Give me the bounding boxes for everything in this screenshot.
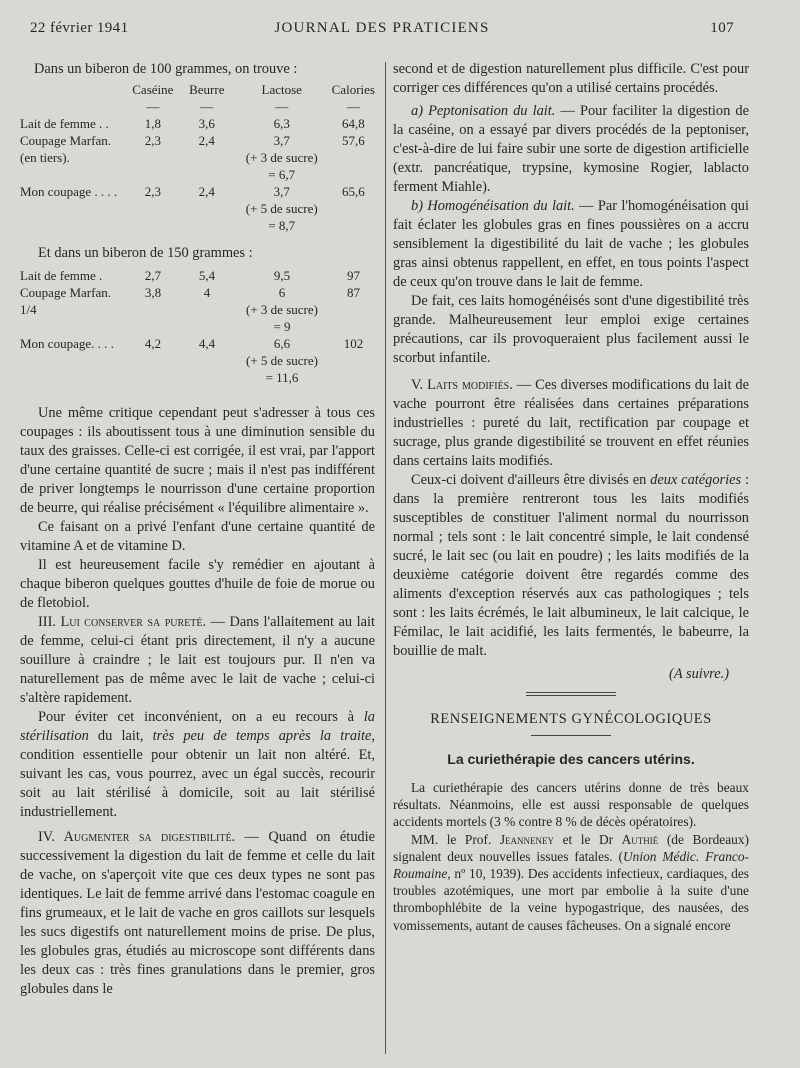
table-cell: 102 <box>343 336 364 351</box>
row-label: Mon coupage . . . . <box>20 184 118 199</box>
table-cell: 4 <box>203 285 211 300</box>
table-cell <box>182 318 232 335</box>
table-header-row <box>20 81 375 98</box>
row-label: Lait de femme . <box>20 268 103 283</box>
col-header-lactose: Lactose <box>261 82 302 97</box>
table-cell: 1,8 <box>144 116 161 131</box>
table-150g <box>20 267 375 386</box>
table-cell: 4,4 <box>198 336 216 351</box>
table-cell: 97 <box>347 268 360 283</box>
paragraph-laits-modifies: V. Laits modifiés. — Ces diverses modifications du lait de vache pourront être réalisées dans certaines préparations industrielles : pureté du lait, rectification par coupage et sucrage, plus grande digestibilité se trouvent en effet réunies dans certains laits modifiés. <box>393 377 749 469</box>
table-cell: 64,8 <box>341 116 365 131</box>
table-row <box>20 301 375 318</box>
table-cell: 2,4 <box>198 133 215 148</box>
article-body <box>393 779 749 934</box>
table-cell: 6 <box>278 285 286 300</box>
table-cell <box>182 166 232 183</box>
table-cell: 5,4 <box>198 268 216 283</box>
paragraph-accidents: MM. le Prof. Jeanneney et le Dr Authié (de Bordeaux) signalent deux nouvelles issues fatales. (Union Médic. Franco-Roumaine, nº 10, 1939). Des accidents infectieux, cardiaques, des troubles azotémiques, une mort par embolie à la suite d'une thrombophlébite de la veine hypogastrique, des nausées, des vomissements, autant de causes fâcheuses. On a signalé encore <box>393 831 749 933</box>
table-cell <box>332 217 375 234</box>
col-header-calories: Calories <box>331 82 375 97</box>
paragraph-curietherapie: La curiethérapie des cancers utérins donne de très beaux résultats. Néanmoins, elle est aussi responsable de quelques accidents mortels (3 % contre 8 % de décès opératoires). <box>393 780 749 830</box>
intro-150g: Et dans un biberon de 150 grammes : <box>38 245 253 261</box>
table-cell <box>182 149 232 166</box>
table-row <box>20 217 375 234</box>
paragraph-digestibilite: IV. Augmenter sa digestibilité. — Quand on étudie successivement la digestion du lait de femme et celle du lait de vache, on s'aperçoit vite que ces deux types ne sont pas identiques. Le lait de femme arrivé dans l'estomac coagule en fins grumeaux, et le lait de vache en gros caillots sur lesquels les sucs digestifs ont naturellement moins de prise. De plus, les globules gras, étudiés au microscope sont différents dans les deux cas : très fines granulations dans le premier, gros globules dans le <box>20 829 375 997</box>
row-label <box>20 217 124 234</box>
table-cell: 57,6 <box>341 133 365 148</box>
page-header <box>30 20 734 42</box>
intro-100g: Dans un biberon de 100 grammes, on trouve : <box>34 61 298 77</box>
table-cell <box>124 352 182 369</box>
paragraph-purete: III. Lui conserver sa pureté. — Dans l'allaitement au lait de femme, celui-ci étant pris directement, il n'y a aucune souillure à craindre ; le lait est toujours pur. Il n'en va naturellement pas de même avec le lait de vache ; celui-ci s'altère rapidement. <box>20 614 375 706</box>
header-date: 22 février 1941 <box>30 20 129 36</box>
table-cell: 3,7 <box>273 184 290 199</box>
table-cell <box>124 318 182 335</box>
table-cell <box>124 217 182 234</box>
table-cell <box>124 166 182 183</box>
table-row <box>20 284 375 301</box>
table-row <box>20 352 375 369</box>
table-cell: (+ 3 de sucre) <box>246 302 318 317</box>
paragraph-critique: Une même critique cependant peut s'adresser à tous ces coupages : ils aboutissent tous à une diminution sensible du taux des graisses. Celle-ci est corrigée, il est vrai, par l'apport d'une certaine quantité de sucre ; mais il n'est pas indifférent de priver longtemps le nourrisson d'une certaine proportion de beurre, qui réalise précisément « l'équilibre alimentaire ». <box>20 405 375 516</box>
table-row <box>20 369 375 386</box>
row-label <box>20 200 124 217</box>
table-cell <box>182 301 232 318</box>
table-row <box>20 183 375 200</box>
paragraph-sterilisation: Pour éviter cet inconvénient, on a eu recours à la stérilisation du lait, très peu de temps après la traite, condition essentielle pour obtenir un lait non altéré. Et, suivant les cas, vous pourrez, avec un égal succès, recourir soit au lait stérilisé à domicile, soit au lait stérilisé industriellement. <box>20 709 375 820</box>
table-cell: 3,7 <box>273 133 290 148</box>
column-divider <box>385 62 386 1054</box>
table-cell <box>124 200 182 217</box>
col-header-caseine: Caséine <box>132 82 174 97</box>
table-dash-row: — — — — <box>146 99 360 114</box>
row-label: 1/4 <box>20 302 37 317</box>
table-cell: = 8,7 <box>268 218 296 233</box>
table-cell <box>332 352 375 369</box>
table-cell: 2,3 <box>144 184 161 199</box>
paragraph-vitamines: Ce faisant on a privé l'enfant d'une certaine quantité de vitamine A et de vitamine D. <box>20 519 375 554</box>
row-label: Mon coupage. . . . <box>20 336 114 351</box>
paragraph-homogeneisation: b) Homogénéisation du lait. — Par l'homogénéisation qui fait éclater les globules gras en fines poussières on a accru sensiblement la digestibilité du lait de vache ; les globules gras ainsi obtenus rappellent, en effet, en tous points l'aspect de ceux qu'on trouve dans le lait de femme. <box>393 198 749 290</box>
table-cell: 6,6 <box>273 336 291 351</box>
table-cell: (+ 5 de sucre) <box>246 353 318 368</box>
paragraph-homogeneises: De fait, ces laits homogénéisés sont d'une digestibilité très grande. Malheureusement leur emploi exige certaines précautions, car ils provoqueraient plus facilement aussi le scorbut infantile. <box>393 293 749 366</box>
row-label <box>20 166 124 183</box>
table-row <box>20 132 375 149</box>
heading-homogeneisation: b) Homogénéisation du lait. <box>411 198 575 214</box>
table-cell <box>332 301 375 318</box>
col-header-beurre: Beurre <box>189 82 225 97</box>
table-row <box>20 200 375 217</box>
row-label <box>20 352 124 369</box>
table-cell: 65,6 <box>341 184 365 199</box>
row-label: Coupage Marfan. <box>20 133 111 148</box>
table-cell: = 6,7 <box>268 167 296 182</box>
table-cell: 9,5 <box>273 268 291 283</box>
table-row <box>20 335 375 352</box>
row-label: Coupage Marfan. <box>20 285 111 300</box>
table-cell <box>124 369 182 386</box>
table-cell <box>124 149 182 166</box>
table-cell <box>332 149 375 166</box>
heading-purete: III. Lui conserver sa pureté. <box>38 614 207 630</box>
table-row <box>20 166 375 183</box>
article-subtitle: La curiethérapie des cancers utérins. <box>447 751 695 767</box>
table-cell: 2,3 <box>144 133 161 148</box>
table-cell: 87 <box>347 285 360 300</box>
table-cell: 3,6 <box>198 116 215 131</box>
header-page-number: 107 <box>710 20 734 36</box>
table-cell <box>332 369 375 386</box>
table-cell: (+ 5 de sucre) <box>245 201 318 216</box>
left-column <box>20 60 375 1058</box>
table-row <box>20 115 375 132</box>
table-row <box>20 267 375 284</box>
heading-laits-modifies: V. Laits modifiés. <box>411 377 513 393</box>
double-rule <box>526 692 616 696</box>
table-cell: 4,2 <box>144 336 162 351</box>
table-cell: 3,8 <box>144 285 162 300</box>
heading-digestibilite: IV. Augmenter sa digestibilité. <box>38 829 236 845</box>
table-row <box>20 318 375 335</box>
table-cell: 2,4 <box>198 184 215 199</box>
heading-peptonisation: a) Peptonisation du lait. <box>411 103 556 119</box>
paragraph-continuation: second et de digestion naturellement plus difficile. C'est pour corriger ces différences qu'on a utilisé certains procédés. <box>393 61 749 96</box>
paragraph-categories: Ceux-ci doivent d'ailleurs être divisés en deux catégories : dans la première rentreront tous les laits modifiés susceptibles de constituer l'aliment normal du nourrisson normal ; tels sont : le lait concentré simple, le lait condensé sucré, le lait sec (ou lait en poudre) ; les laits modifiés de la deuxième catégorie doivent être regardés comme des aliments d'exception réservés aux cas pathologiques ; tels sont : les laits écrémés, le lait albumineux, le lait calcique, le Fémilac, le lait acidifié, les laits fermentés, le babeurre, la bouillie de malt. <box>393 472 749 659</box>
table-row <box>20 149 375 166</box>
row-label: Lait de femme . . <box>20 116 109 131</box>
table-cell: 2,7 <box>144 268 162 283</box>
table-cell <box>124 301 182 318</box>
a-suivre: (A suivre.) <box>669 666 729 682</box>
paragraph-remede: Il est heureusement facile s'y remédier en ajoutant à chaque biberon quelques gouttes d'huile de foie de morue ou de fletobiol. <box>20 557 375 611</box>
paragraph-peptonisation: a) Peptonisation du lait. — Pour faciliter la digestion de la caséine, on a essayé par divers procédés de la peptoniser, c'est-à-dire de lui faire subir une sorte de digestion artificielle (extr. pancréatique, trypsine, kymosine Rogier, lablacto ferment Miahle). <box>393 103 749 195</box>
row-label <box>20 369 124 386</box>
table-cell <box>182 369 232 386</box>
table-cell <box>332 318 375 335</box>
table-100g <box>20 81 375 234</box>
table-cell: = 11,6 <box>265 370 299 385</box>
header-journal-title: JOURNAL DES PRATICIENS <box>274 20 490 36</box>
table-cell <box>182 352 232 369</box>
table-cell <box>332 166 375 183</box>
table-cell: 6,3 <box>273 116 290 131</box>
table-cell: (+ 3 de sucre) <box>245 150 318 165</box>
table-cell <box>182 200 232 217</box>
right-column <box>393 60 749 1058</box>
table-cell: = 9 <box>273 319 291 334</box>
section-rule <box>531 735 611 736</box>
row-label: (en tiers). <box>20 150 70 165</box>
table-cell <box>182 217 232 234</box>
table-cell <box>332 200 375 217</box>
section-title: RENSEIGNEMENTS GYNÉCOLOGIQUES <box>430 711 712 727</box>
row-label <box>20 318 124 335</box>
